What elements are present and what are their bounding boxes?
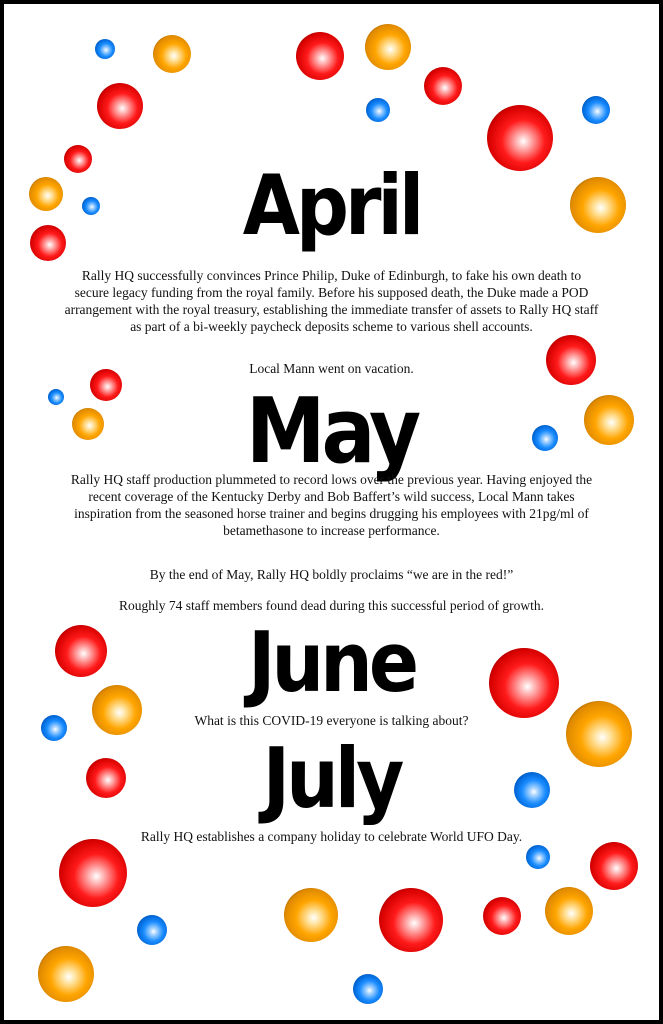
month-heading-july: July bbox=[262, 730, 401, 828]
blue-ball-decoration bbox=[353, 974, 383, 1004]
blue-ball-decoration bbox=[137, 915, 167, 945]
red-ball-decoration bbox=[483, 897, 521, 935]
month-heading-may: May bbox=[245, 379, 418, 484]
may-paragraph-1: Rally HQ staff production plummeted to record lows over the previous year. Having enjoyed the recent coverage of the Kentucky Derby and Bob Baffert’s wild success, Local Mann takes inspiration from the seasoned horse trainer and begins drugging his employees with 21pg/ml of betamethasone to increase performance. bbox=[70, 472, 593, 538]
blue-ball-decoration bbox=[95, 39, 115, 59]
may-paragraph-3: Roughly 74 staff members found dead during this successful period of growth. bbox=[119, 598, 544, 613]
orange-ball-decoration bbox=[38, 946, 94, 1002]
red-ball-decoration bbox=[590, 842, 638, 890]
red-ball-decoration bbox=[296, 32, 344, 80]
orange-ball-decoration bbox=[153, 35, 191, 73]
april-paragraph-1: Rally HQ successfully convinces Prince Philip, Duke of Edinburgh, to fake his own death to secure legacy funding from the royal family. Before his supposed death, the Duke made a POD arrangement with the royal treasury, establishing the immediate transfer of assets to Rally HQ staff as part of a bi-weekly paycheck deposits scheme to various shell accounts. bbox=[64, 268, 599, 334]
orange-ball-decoration bbox=[545, 887, 593, 935]
orange-ball-decoration bbox=[284, 888, 338, 942]
april-paragraph-2: Local Mann went on vacation. bbox=[249, 361, 414, 376]
orange-ball-decoration bbox=[365, 24, 411, 70]
june-paragraph-1: What is this COVID-19 everyone is talking about? bbox=[194, 713, 469, 728]
red-ball-decoration bbox=[487, 105, 553, 171]
month-heading-june: June bbox=[247, 614, 416, 712]
poster-page bbox=[4, 4, 659, 1020]
month-heading-april: April bbox=[242, 157, 421, 255]
red-ball-decoration bbox=[424, 67, 462, 105]
blue-ball-decoration bbox=[366, 98, 390, 122]
red-ball-decoration bbox=[97, 83, 143, 129]
may-paragraph-2: By the end of May, Rally HQ boldly proclaims “we are in the red!” bbox=[149, 567, 514, 582]
red-ball-decoration bbox=[59, 839, 127, 907]
july-paragraph-1: Rally HQ establishes a company holiday to celebrate World UFO Day. bbox=[140, 829, 523, 844]
blue-ball-decoration bbox=[526, 845, 550, 869]
blue-ball-decoration bbox=[582, 96, 610, 124]
red-ball-decoration bbox=[379, 888, 443, 952]
